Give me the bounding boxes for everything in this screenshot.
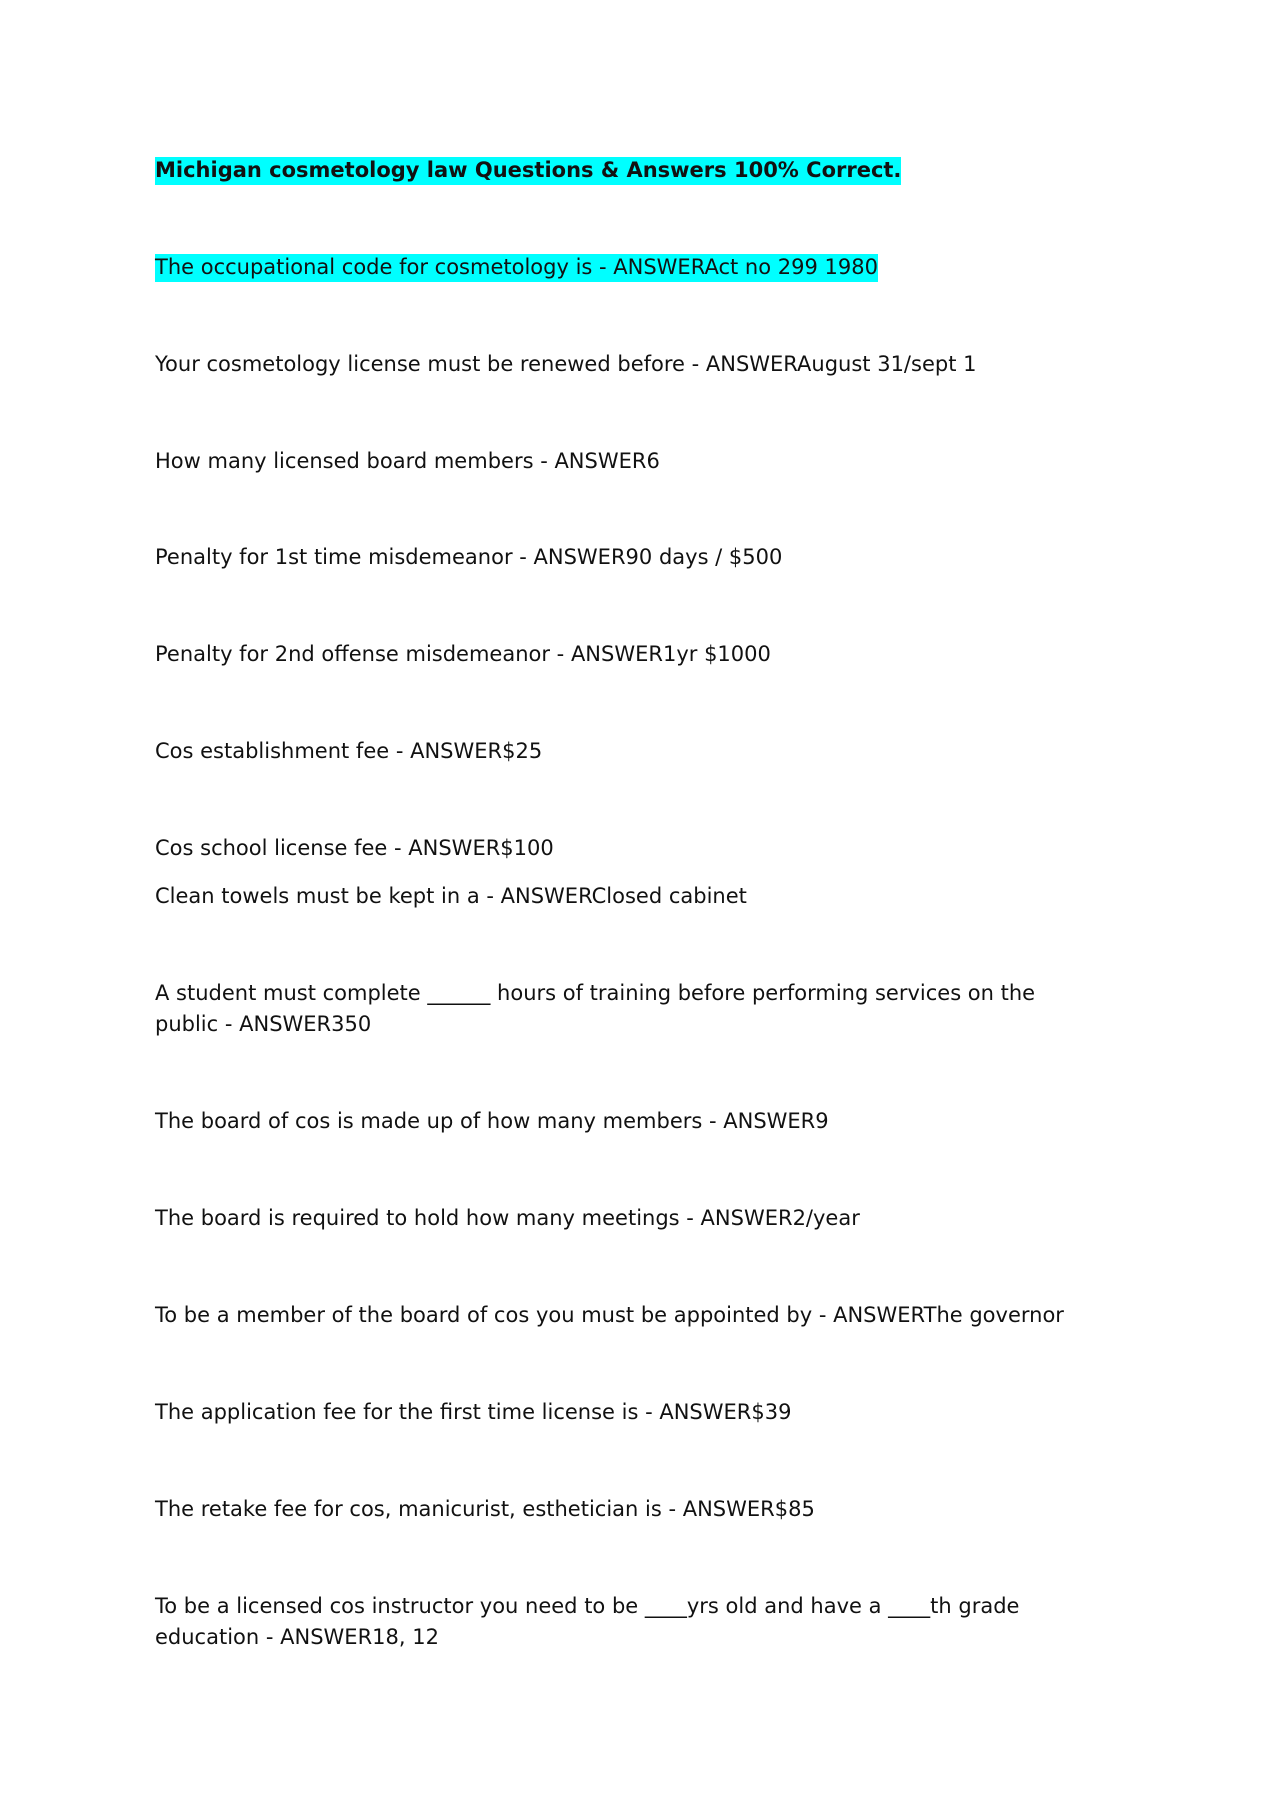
qa-item-3: How many licensed board members - ANSWER6 xyxy=(155,449,660,473)
qa-item-12: To be a member of the board of cos you must be appointed by - ANSWERThe governor xyxy=(155,1303,1064,1327)
qa-item-9: A student must complete ______ hours of training before performing services on the public - ANSWER350 xyxy=(155,981,1036,1036)
qa-item-13: The application fee for the first time license is - ANSWER$39 xyxy=(155,1400,792,1424)
qa-item-1-highlight: The occupational code for cosmetology is - ANSWERAct no 299 1980 xyxy=(155,254,878,282)
qa-item-6: Cos establishment fee - ANSWER$25 xyxy=(155,739,543,763)
qa-item-7: Cos school license fee - ANSWER$100 xyxy=(155,836,554,860)
qa-item-14: The retake fee for cos, manicurist, esthetician is - ANSWER$85 xyxy=(155,1497,815,1521)
qa-item-8: Clean towels must be kept in a - ANSWERClosed cabinet xyxy=(155,884,747,908)
title-highlight: Michigan cosmetology law Questions & Answers 100% Correct. xyxy=(155,157,901,185)
qa-item-1 xyxy=(155,252,1095,283)
qa-item-11: The board is required to hold how many meetings - ANSWER2/year xyxy=(155,1206,860,1230)
qa-item-5: Penalty for 2nd offense misdemeanor - ANSWER1yr $1000 xyxy=(155,642,771,666)
qa-item-15: To be a licensed cos instructor you need to be ____yrs old and have a ____th grade education - ANSWER18, 12 xyxy=(155,1594,1020,1649)
qa-item-2: Your cosmetology license must be renewed before - ANSWERAugust 31/sept 1 xyxy=(155,352,977,376)
qa-item-4: Penalty for 1st time misdemeanor - ANSWER90 days / $500 xyxy=(155,545,783,569)
document-title xyxy=(155,155,1095,186)
qa-item-10: The board of cos is made up of how many members - ANSWER9 xyxy=(155,1109,829,1133)
